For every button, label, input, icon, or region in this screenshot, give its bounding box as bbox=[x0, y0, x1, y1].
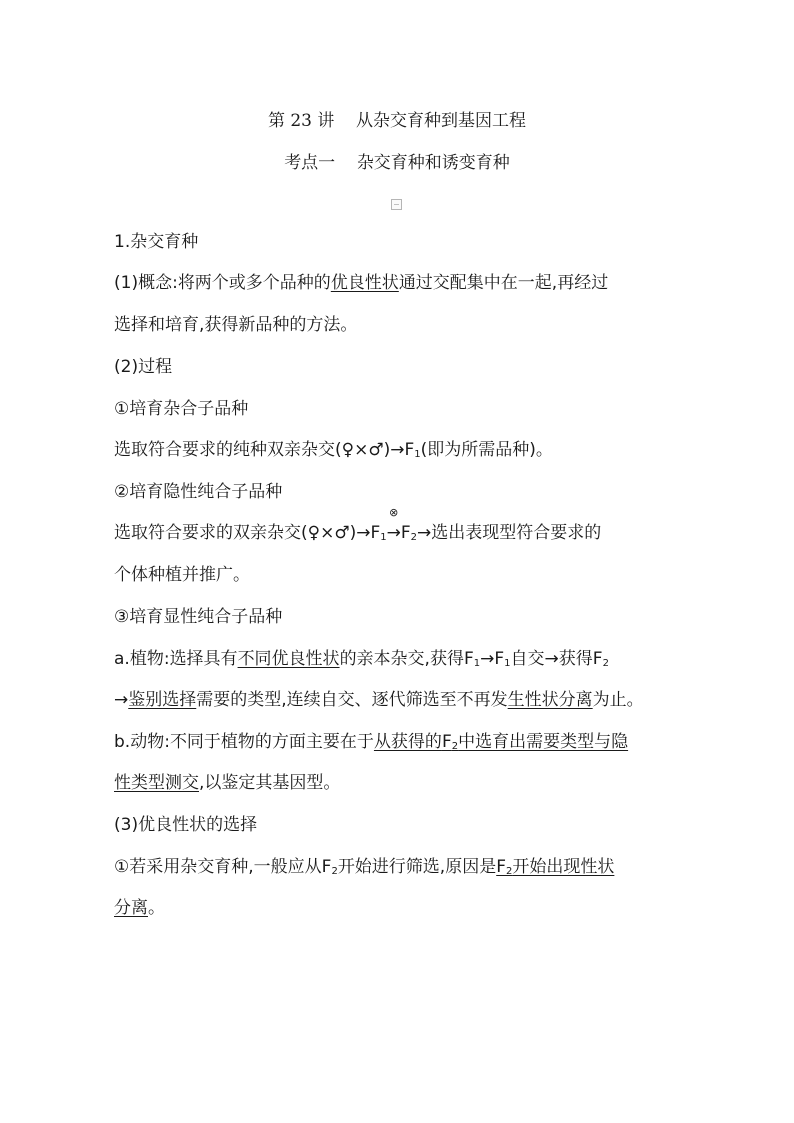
step-2-title: ②培育隐性纯合子品种 bbox=[114, 482, 283, 502]
arrow-icon: → bbox=[480, 649, 495, 669]
step-3a-line-2: →鉴别选择需要的类型,连续自交、逐代筛选至不再发生性状分离为止。 bbox=[114, 690, 644, 710]
section-number: 考点一 bbox=[284, 153, 336, 173]
step-2-text: 选取符合要求的双亲杂交$(♀\times♂)\to F_1$ ⊗ $\to F_2\to$选出表现型符合要求的 bbox=[114, 506, 602, 543]
step-3b-line-1: b.动物:不同于植物的方面主要在于从获得的$F_2$中选育出需要类型与隐 bbox=[114, 732, 629, 752]
female-symbol: ♀ bbox=[341, 440, 355, 460]
process-heading: (2)过程 bbox=[114, 357, 173, 377]
underlined-term: 优良性状 bbox=[330, 273, 399, 293]
step-1-text: 选取符合要求的纯种双亲杂交$(♀\times♂)\to F_1$(即为所需品种)。 bbox=[114, 440, 553, 460]
section-title bbox=[0, 148, 794, 173]
choice-heading: (3)优良性状的选择 bbox=[114, 815, 258, 835]
heading-hybrid-breeding: 1.杂交育种 bbox=[114, 232, 199, 252]
lecture-number: 第 23 讲 bbox=[267, 111, 335, 131]
arrow-icon: → bbox=[356, 523, 371, 543]
arrow-icon: → bbox=[114, 690, 129, 710]
female-symbol: ♀ bbox=[307, 523, 321, 543]
step-3a-line-1: a.植物:选择具有不同优良性状的亲本杂交,获得$F_1\to F_1$自交→获得$F_2$ bbox=[114, 649, 609, 669]
image-placeholder-icon bbox=[391, 199, 402, 210]
male-symbol: ♂ bbox=[368, 440, 384, 460]
selfing-icon: ⊗ bbox=[389, 506, 399, 519]
arrow-icon: → bbox=[544, 649, 559, 669]
male-symbol: ♂ bbox=[334, 523, 350, 543]
concept-line-1: (1)概念:将两个或多个品种的优良性状通过交配集中在一起,再经过 bbox=[114, 273, 609, 293]
arrow-icon: → bbox=[390, 440, 405, 460]
step-1-title: ①培育杂合子品种 bbox=[114, 399, 249, 419]
choice-1-line-2: 分离。 bbox=[114, 898, 165, 918]
step-2-text-line-2: 个体种植并推广。 bbox=[114, 565, 250, 585]
lecture-name: 从杂交育种到基因工程 bbox=[356, 111, 527, 131]
lecture-title bbox=[0, 106, 794, 131]
concept-line-2: 选择和培育,获得新品种的方法。 bbox=[114, 315, 358, 335]
arrow-icon: → bbox=[386, 523, 401, 543]
arrow-icon: → bbox=[417, 523, 432, 543]
choice-1-line-1: ①若采用杂交育种,一般应从$F_2$开始进行筛选,原因是$F_2$开始出现性状 bbox=[114, 857, 615, 877]
step-3b-line-2: 性类型测交,以鉴定其基因型。 bbox=[114, 773, 341, 793]
step-3-title: ③培育显性纯合子品种 bbox=[114, 607, 283, 627]
selfing-arrow bbox=[386, 506, 401, 545]
section-name: 杂交育种和诱变育种 bbox=[356, 153, 510, 173]
